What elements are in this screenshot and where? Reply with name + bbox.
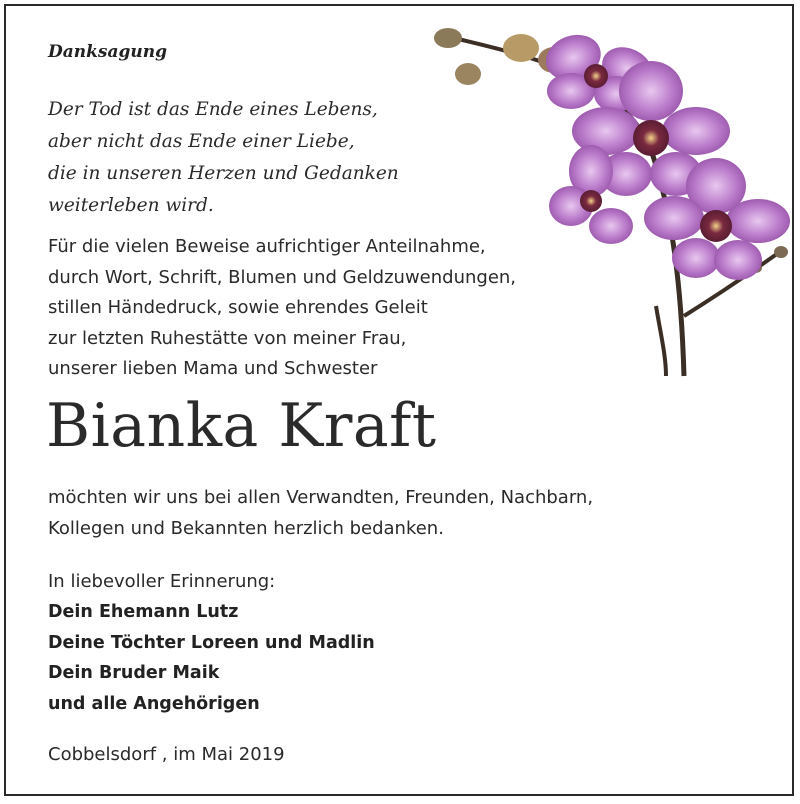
thanks-line: stillen Händedruck, sowie ehrendes Geleit — [48, 297, 428, 318]
thanks-line: Für die vielen Beweise aufrichtiger Anteilnahme, — [48, 236, 486, 257]
poem-line: Der Tod ist das Ende eines Lebens, — [48, 99, 378, 120]
place-date: Cobbelsdorf , im Mai 2019 — [48, 744, 285, 765]
remembrance-intro: In liebevoller Erinnerung: — [48, 571, 276, 592]
thanks-line: zur letzten Ruhestätte von meiner Frau, — [48, 327, 407, 349]
poem-line: weiterleben wird. — [48, 195, 214, 216]
closing-line: möchten wir uns bei allen Verwandten, Freunden, Nachbarn, — [48, 487, 594, 508]
obituary-notice — [4, 4, 794, 796]
poem-line: aber nicht das Ende einer Liebe, — [48, 131, 355, 152]
deceased-name: Bianka Kraft — [46, 391, 437, 461]
poem-line: die in unseren Herzen und Gedanken — [48, 163, 399, 184]
poem — [48, 94, 399, 222]
closing-line: Kollegen und Bekannten herzlich bedanken. — [48, 518, 444, 539]
thanks-line: durch Wort, Schrift, Blumen und Geldzuwendungen, — [48, 266, 517, 288]
closing-paragraph — [48, 482, 593, 544]
thanks-paragraph — [48, 232, 516, 385]
signer: Deine Töchter Loreen und Madlin — [48, 632, 375, 653]
signer: Dein Ehemann Lutz — [48, 602, 239, 622]
thanks-line: unserer lieben Mama und Schwester — [48, 358, 378, 379]
notice-heading: Danksagung — [48, 42, 167, 62]
signer: und alle Angehörigen — [48, 693, 260, 714]
signers-list — [48, 597, 375, 719]
signer: Dein Bruder Maik — [48, 663, 220, 683]
